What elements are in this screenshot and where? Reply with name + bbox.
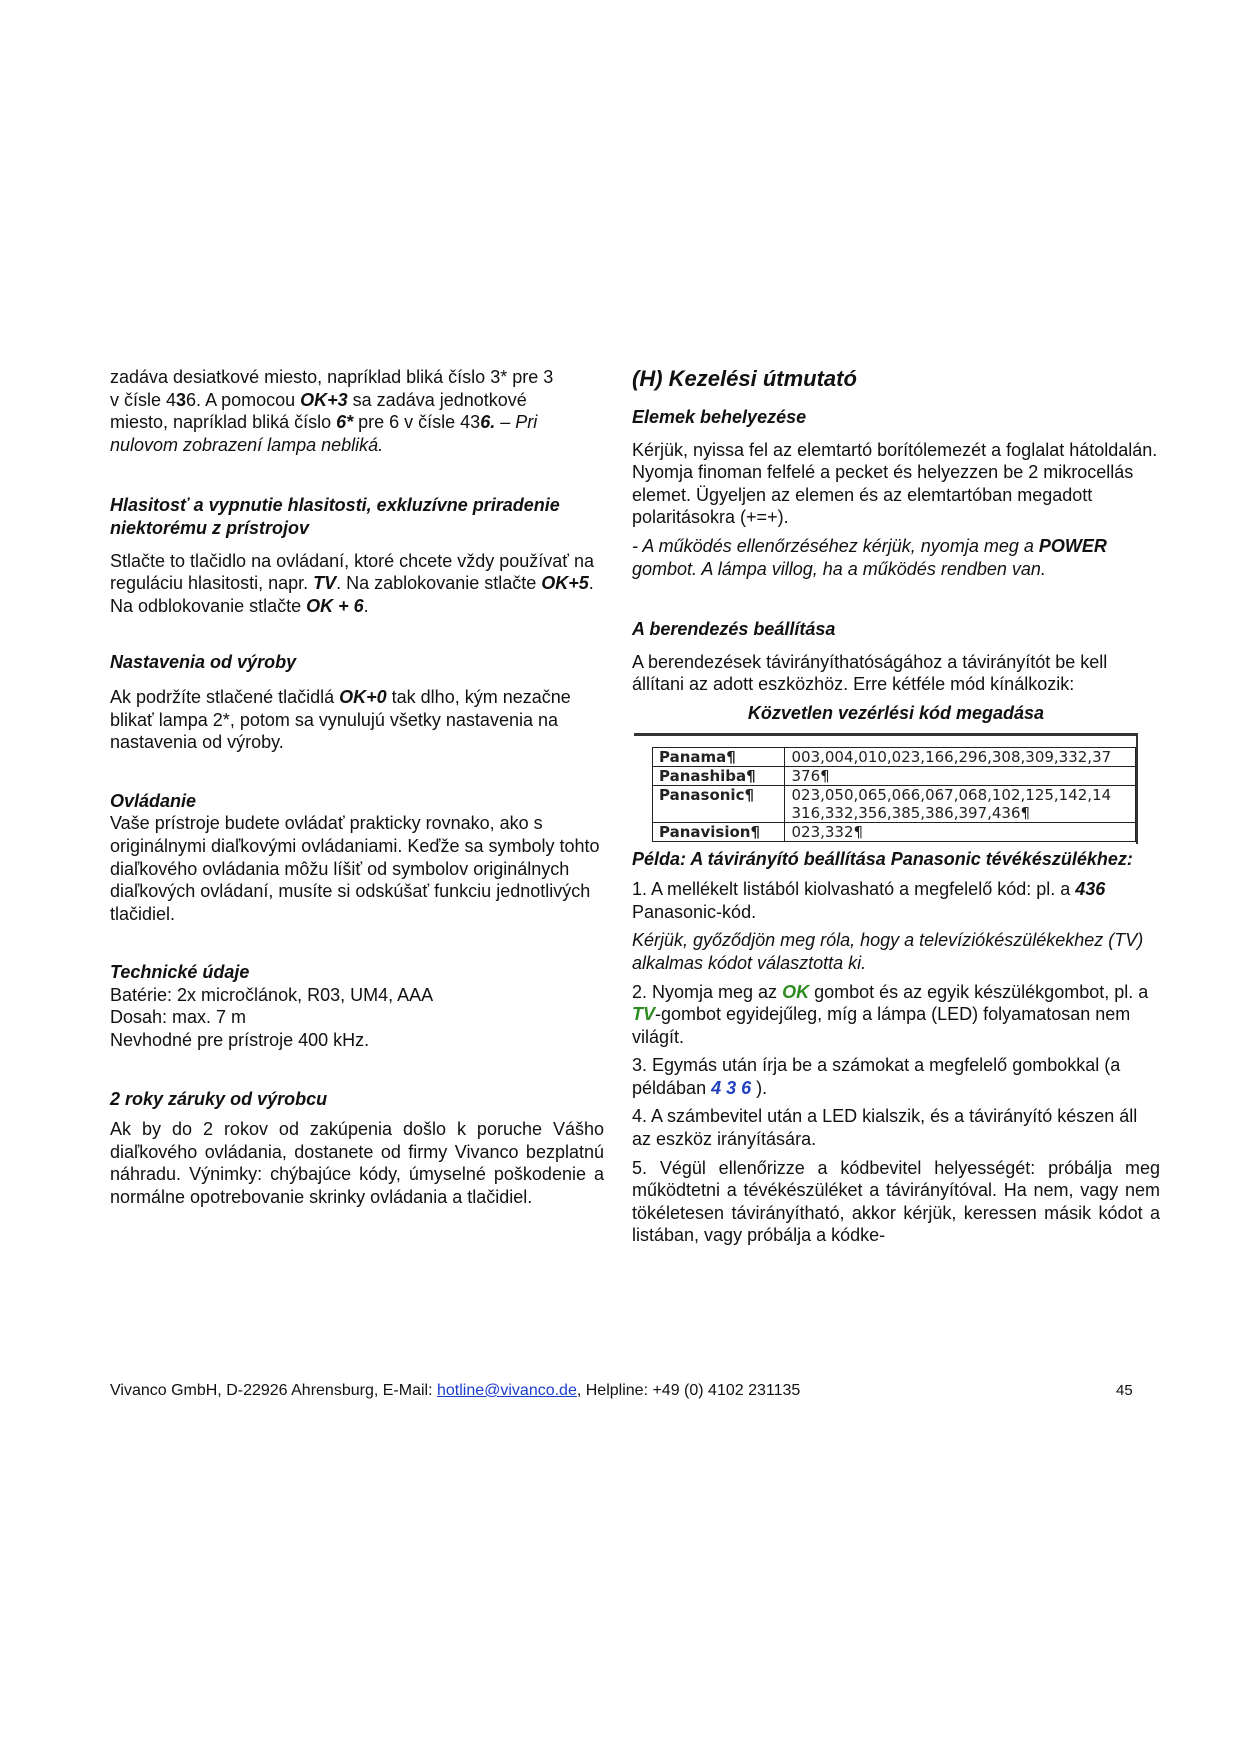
code-cell: 023,050,065,066,067,068,102,125,142,14 316,332,356,385,386,397,436¶: [785, 785, 1136, 822]
tech-line-unsuitable: Nevhodné pre prístroje 400 kHz.: [110, 1030, 370, 1051]
tech-line-range: Dosah: max. 7 m: [110, 1007, 247, 1028]
code-cell: 003,004,010,023,166,296,308,309,332,37: [785, 747, 1136, 766]
step-1-note: Kérjük, győződjön meg róla, hogy a televíziókészülékekhez (TV) alkalmas kódot választotta ki.: [632, 930, 1144, 973]
brand-cell: Panavision¶: [653, 822, 785, 841]
battery-heading: Elemek behelyezése: [632, 407, 807, 427]
direct-code-heading: Közvetlen vezérlési kód megadása: [747, 702, 1045, 723]
brand-cell: Panasonic¶: [653, 785, 785, 822]
tech-line-batteries: Batérie: 2x micročlánok, R03, UM4, AAA: [110, 984, 434, 1005]
section-title: (H) Kezelési útmutató: [632, 366, 857, 391]
battery-paragraph: Kérjük, nyissa fel az elemtartó borítólemezét a foglalat hátoldalán. Nyomja finoman felfelé a pecket és helyezzen be 2 mikrocellás elemet. Ügyeljen az elemen és az elemtartóban megadott polaritásokra (+=+).: [632, 439, 1158, 528]
intro-paragraph: zadáva desiatkové miesto, napríklad bliká číslo 3* pre 3 v čísle 436. A pomocou OK+3 sa zadáva jednotkové miesto, napríklad bliká číslo 6* pre 6 v čísle 436. – Pri nulovom zobrazení lampa nebliká.: [110, 367, 554, 455]
footer: Vivanco GmbH, D-22926 Ahrensburg, E-Mail: hotline@vivanco.de, Helpline: +49 (0) 4102 231135: [110, 1382, 801, 1399]
step-5: 5. Végül ellenőrizze a kódbevitel helyességét: próbálja meg működtetni a tévékészüléket a távirányítóval. Ha nem, vagy nem tökéletesen távirányítható, akkor kérjük, keressen másik kódot a listában, vagy próbálja a kódke-: [632, 1157, 1160, 1246]
table-row: [653, 766, 1136, 785]
code-table-image: [634, 733, 1138, 844]
code-cell: 376¶: [785, 766, 1136, 785]
brand-cell: Panashiba¶: [653, 766, 785, 785]
left-column: [110, 366, 604, 1209]
volume-paragraph: Stlačte to tlačidlo na ovládaní, ktoré chcete vždy používať na reguláciu hlasitosti, napr. TV. Na zablokovanie stlačte OK+5. Na odblokovanie stlačte OK + 6.: [110, 550, 595, 616]
setup-paragraph: A berendezések távirányíthatóságához a távirányítót be kell állítani az adott eszközhöz. Erre kétféle mód kínálkozik:: [632, 651, 1108, 695]
brand-cell: Panama¶: [653, 747, 785, 766]
step-3: 3. Egymás után írja be a számokat a megfelelő gombokkal (a példában 4 3 6 ).: [632, 1055, 1121, 1098]
check-paragraph: - A működés ellenőrzéséhez kérjük, nyomja meg a POWER gombot. A lámpa villog, ha a működés rendben van.: [632, 535, 1107, 579]
table-row: [653, 822, 1136, 841]
step-2: 2. Nyomja meg az OK gombot és az egyik készülékgombot, pl. a TV-gombot egyidejűleg, míg a lámpa (LED) folyamatosan nem világít.: [632, 981, 1149, 1047]
volume-heading: Hlasitosť a vypnutie hlasitosti, exkluzívne priradenie niektorému z prístrojov: [110, 495, 560, 538]
warranty-paragraph: Ak by do 2 rokov od zakúpenia došlo k poruche Vášho diaľkového ovládania, dostanete od firmy Vivanco bezplatnú náhradu. Výnimky: chýbajúce kódy, úmyselné poškodenie a normálne opotrebovanie skrinky ovládania a tlačidiel.: [110, 1119, 604, 1208]
code-cell: 023,332¶: [785, 822, 1136, 841]
table-row: [653, 747, 1136, 766]
step-4: 4. A számbevitel után a LED kialszik, és a távirányító készen áll az eszköz irányítására.: [632, 1106, 1138, 1150]
right-column: [632, 366, 1160, 1247]
factory-paragraph: Ak podržíte stlačené tlačidlá OK+0 tak dlho, kým nezačne blikať lampa 2*, potom sa vynulujú všetky nastavenia na nastavenia od výroby.: [110, 686, 571, 753]
table-row: [653, 785, 1136, 822]
example-heading: Példa: A távirányító beállítása Panasonic tévékészülékhez:: [632, 848, 1133, 869]
factory-heading: Nastavenia od výroby: [110, 652, 297, 673]
code-table: [652, 747, 1136, 842]
page-number: 45: [1116, 1382, 1133, 1399]
warranty-heading: 2 roky záruky od výrobcu: [110, 1088, 328, 1109]
email-link[interactable]: hotline@vivanco.de: [436, 1382, 577, 1399]
setup-heading: A berendezés beállítása: [632, 619, 836, 640]
control-paragraph: Vaše prístroje budete ovládať prakticky rovnako, ako s originálnymi diaľkovými ovládaniami. Keďže sa symboly tohto diaľkového ovládania môžu líšiť od symbolov originálnych diaľkových ovládaní, musíte si odskúšať funkciu jednotlivých tlačidiel.: [110, 813, 600, 924]
control-heading: Ovládanie: [110, 790, 197, 811]
tech-heading: Technické údaje: [110, 962, 250, 983]
step-1: 1. A mellékelt listából kiolvasható a megfelelő kód: pl. a 436 Panasonic-kód.: [632, 879, 1106, 922]
